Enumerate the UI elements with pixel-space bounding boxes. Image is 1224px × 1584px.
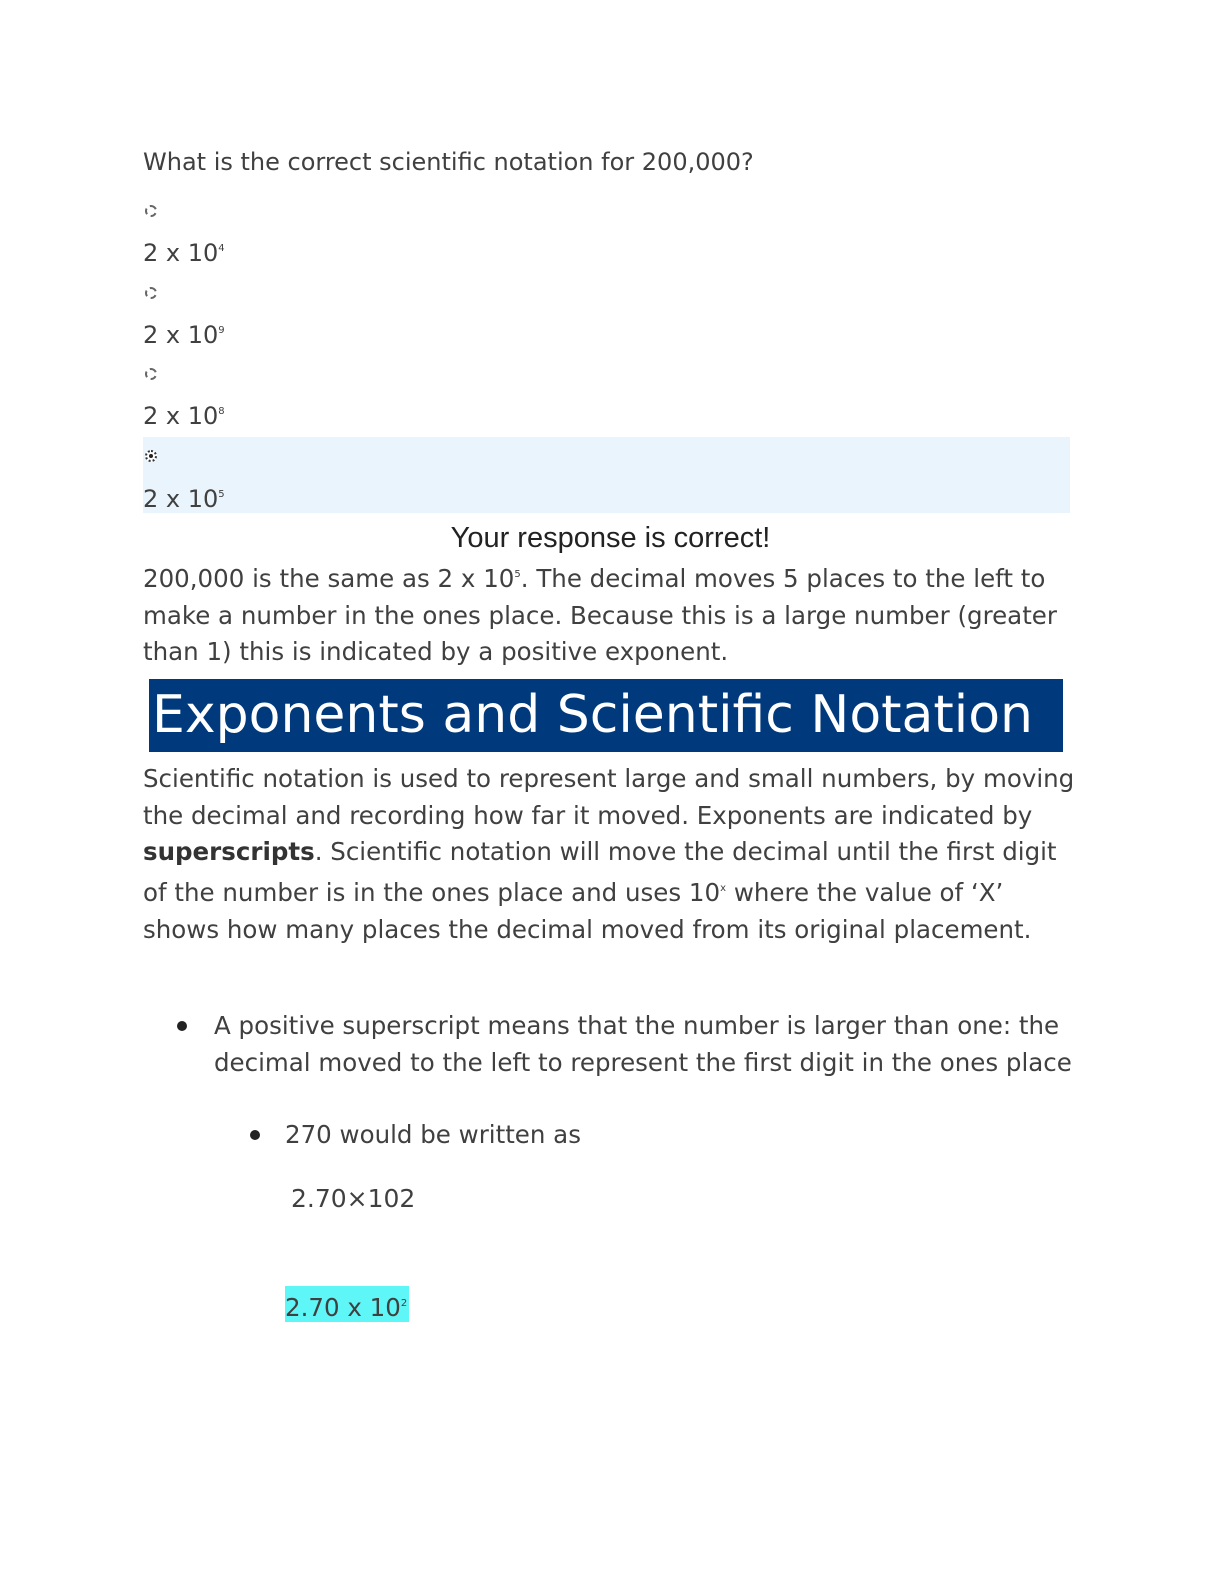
radio-button[interactable] [145, 205, 157, 217]
bold-term: superscripts [143, 837, 315, 867]
radio-button[interactable] [145, 287, 157, 299]
section-intro: Scientific notation is used to represent large and small numbers, by moving the decimal and recording how far it moved. Exponents are indicated by superscripts. Scientific notation will move the decimal until the first digit of the number is in the ones place and uses 10$^x$ where the value of ‘X’ shows how many places the decimal moved from its original placement. [143, 764, 1075, 944]
answer-option-2[interactable] [143, 278, 1070, 352]
option-label: 2 x $10^9$ [143, 321, 225, 349]
highlighted-answer: 2.70 x $10^2$ [285, 1286, 409, 1322]
feedback-title: Your response is correct! [450, 522, 771, 554]
math-expression: 2.70×102 [291, 1184, 416, 1213]
option-label: 2 x $10^5$ [143, 485, 225, 513]
answer-option-1[interactable] [143, 196, 1070, 270]
section-heading-banner [149, 679, 1063, 752]
answer-option-4[interactable] [143, 437, 1070, 513]
radio-button-selected[interactable] [145, 450, 157, 462]
question-text: What is the correct scientific notation for 200,000? [143, 148, 754, 176]
bullet-marker [177, 1021, 187, 1031]
option-label: 2 x $10^8$ [143, 402, 225, 430]
bullet-marker [250, 1130, 260, 1140]
bullet-item: A positive superscript means that the number is larger than one: the decimal moved to the left to represent the first digit in the ones place [214, 1011, 1072, 1077]
section-heading: Exponents and Scientific Notation [152, 685, 1034, 745]
feedback-explanation: 200,000 is the same as 2 x $10^5$. The decimal moves 5 places to the left to make a number in the ones place. Because this is a large number (greater than 1) this is indicated by a positive exponent. [143, 564, 1057, 667]
sub-bullet-item: 270 would be written as [285, 1120, 581, 1149]
answer-option-3[interactable] [143, 359, 1070, 433]
radio-button[interactable] [145, 368, 157, 380]
option-label: 2 x $10^4$ [143, 239, 225, 267]
